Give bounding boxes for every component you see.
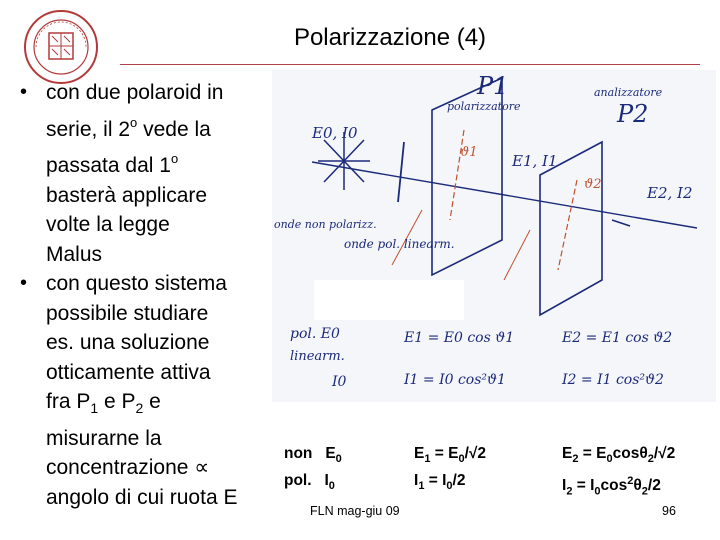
bullet-line: • con questo sistema <box>46 272 227 295</box>
formula-col-1: non $E_0$ pol. $I_0$ <box>284 445 342 493</box>
eq-i1: I1 = I0 cos²ϑ1 <box>404 372 506 388</box>
formula-col-3: $E_2 = E_0\cos\theta_2/√2$ $I_2 = I_0\cos^2\theta_2/2$ <box>562 445 676 498</box>
bullet-item-1 <box>18 78 280 269</box>
bullet-line: • con due polaroid in <box>46 81 224 104</box>
bullet-line: passata dal 1$^o$ <box>46 151 179 177</box>
pol-row-3: I0 <box>332 374 347 390</box>
bullet-line: Malus <box>46 242 103 266</box>
bullet-line: basterà applicare <box>46 183 208 207</box>
bullet-line: otticamente attiva <box>46 360 211 384</box>
university-seal-logo <box>22 8 100 86</box>
p2-label: P2 <box>617 100 649 128</box>
unpolarized-label: onde non polarizz. <box>274 218 377 231</box>
bullet-line: volte la legge <box>46 213 170 236</box>
bullet-line: angolo di cui ruota E <box>46 485 238 509</box>
e1-i1-label: E1, I1 <box>512 152 558 170</box>
theta2-label: ϑ2 <box>584 177 602 192</box>
p2-sub-label: analizzatore <box>594 86 663 99</box>
eq-e2: E2 = E1 cos ϑ2 <box>562 330 673 346</box>
pol-row-1: pol. E0 <box>290 326 340 342</box>
e0-i0-label: E0, I0 <box>312 124 358 142</box>
eq-i2: I2 = I1 cos²ϑ2 <box>562 372 664 388</box>
bullet-line: possibile studiare <box>46 301 209 325</box>
formula-col-2: $E_1 = E_0/√2$ $I_1 = I_0/2$ <box>414 445 487 493</box>
pol-row-2: linearm. <box>290 349 345 364</box>
linear-arrow <box>398 142 404 202</box>
bullet-line: misurarne la <box>46 426 162 450</box>
bullet-line: fra $P_1$ e $P_2$ e <box>46 390 161 416</box>
e2-i2-label: E2, I2 <box>647 184 693 202</box>
bullet-line: serie, il 2$^o$ vede la <box>46 114 211 141</box>
eq-e1: E1 = E0 cos ϑ1 <box>404 330 515 346</box>
footer-course-label: FLN mag-giu 09 <box>310 504 400 518</box>
theta1-label: ϑ1 <box>460 145 478 160</box>
p1-label: P1 <box>477 72 509 100</box>
bullet-item-2 <box>18 269 280 512</box>
bullet-line: concentrazione ∝ <box>46 456 210 479</box>
page-number: 96 <box>662 504 676 518</box>
bullet-list <box>18 78 280 512</box>
bullet-line: es. una soluzione <box>46 331 210 354</box>
title-rule <box>120 64 700 65</box>
p1-sub-label: polarizzatore <box>447 100 521 113</box>
linear-label: onde pol. linearm. <box>344 237 455 251</box>
polaroid-sketch <box>272 70 716 402</box>
slide-title: Polarizzazione (4) <box>293 24 487 51</box>
formula-box <box>268 437 718 497</box>
